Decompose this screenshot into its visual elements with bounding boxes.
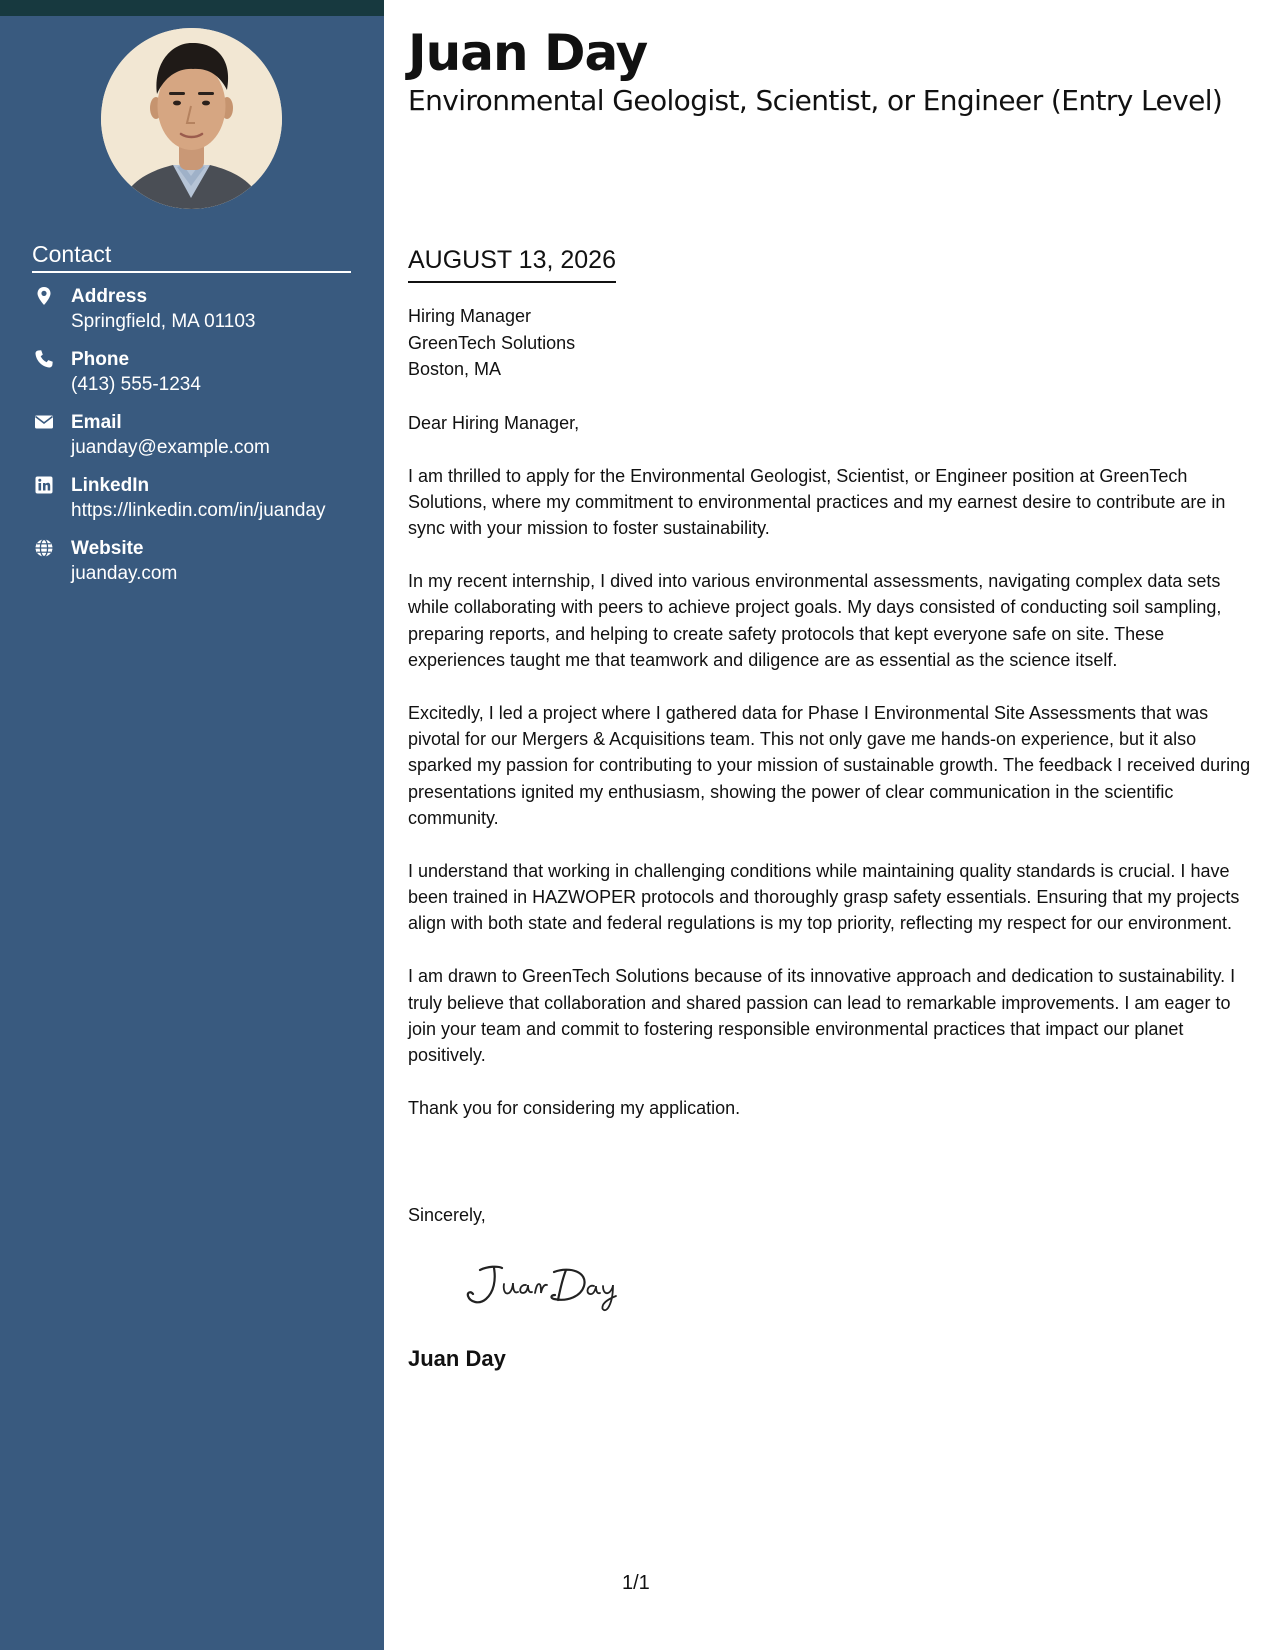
contact-list [32, 284, 362, 599]
body-paragraph: I am drawn to GreenTech Solutions because of its innovative approach and dedication to sustainability. I truly believe that collaboration and shared passion can lead to remarkable improvements. I am eager to join your team and commit to fostering responsible environmental practices that impact our planet positively. [408, 966, 1236, 1066]
greeting: Dear Hiring Manager, [408, 413, 580, 433]
sidebar-top-bar [0, 0, 384, 16]
body-paragraph: Excitedly, I led a project where I gathered data for Phase I Environmental Site Assessments that was pivotal for our Mergers & Acquisitions team. This not only gave me hands-on experience, but it also sparked my passion for contributing to your mission of sustainable growth. The feedback I received during presentations ignited my enthusiasm, showing the power of clear communication in the scientific community. [408, 702, 1251, 829]
body-paragraph: Thank you for considering my application. [408, 1097, 741, 1118]
contact-label: Phone [71, 349, 130, 370]
avatar [101, 28, 282, 209]
letter-date: AUGUST 13, 2026 [408, 243, 616, 283]
sidebar [0, 0, 384, 1650]
contact-item-linkedin [32, 473, 362, 536]
map-pin-icon [34, 286, 54, 306]
contact-label: LinkedIn [71, 475, 150, 496]
letter-body [408, 410, 1254, 1148]
recipient-line: Hiring Manager [408, 306, 532, 326]
signature-image [454, 1258, 634, 1314]
applicant-name: Juan Day [408, 24, 648, 82]
letter-main [408, 0, 1254, 1650]
contact-heading: Contact [32, 240, 351, 273]
contact-label: Address [71, 286, 148, 307]
recipient-block [408, 303, 575, 383]
email-value: juanday@example.com [71, 437, 270, 458]
phone-value: (413) 555-1234 [71, 374, 201, 395]
contact-item-phone [32, 347, 362, 410]
profile-photo [101, 28, 282, 209]
envelope-icon [34, 412, 54, 432]
globe-icon [34, 538, 54, 558]
linkedin-link[interactable]: https://linkedin.com/in/juanday [71, 500, 326, 521]
contact-item-email [32, 410, 362, 473]
contact-label: Website [71, 538, 144, 559]
contact-item-address [32, 284, 362, 347]
address-value: Springfield, MA 01103 [71, 311, 256, 332]
recipient-line: GreenTech Solutions [408, 332, 576, 353]
closing: Sincerely, [408, 1205, 486, 1225]
body-paragraph: I am thrilled to apply for the Environmental Geologist, Scientist, or Engineer position at GreenTech Solutions, where my commitment to environmental practices and my earnest desire to contribute are in sync with your mission to foster sustainability. [408, 465, 1226, 539]
signed-name: Juan Day [408, 1346, 506, 1371]
body-paragraph: I understand that working in challenging conditions while maintaining quality standards is crucial. I have been trained in HAZWOPER protocols and thoroughly grasp safety essentials. Ensuring that my projects align with both state and federal regulations is my top priority, reflecting my respect for our environment. [408, 860, 1240, 934]
contact-item-website [32, 536, 362, 599]
phone-icon [34, 349, 54, 369]
contact-label: Email [71, 412, 122, 433]
body-paragraph: In my recent internship, I dived into various environmental assessments, navigating complex data sets while collaborating with peers to achieve project goals. My days consisted of conducting soil sampling, preparing reports, and helping to create safety protocols that kept everyone safe on site. These experiences taught me that teamwork and diligence are as essential as the science itself. [408, 571, 1222, 671]
job-title: Environmental Geologist, Scientist, or Engineer (Entry Level) [408, 84, 1223, 117]
page-number: 1/1 [622, 1572, 650, 1594]
recipient-line: Boston, MA [408, 359, 502, 379]
linkedin-icon [34, 475, 54, 495]
website-link[interactable]: juanday.com [71, 563, 178, 584]
